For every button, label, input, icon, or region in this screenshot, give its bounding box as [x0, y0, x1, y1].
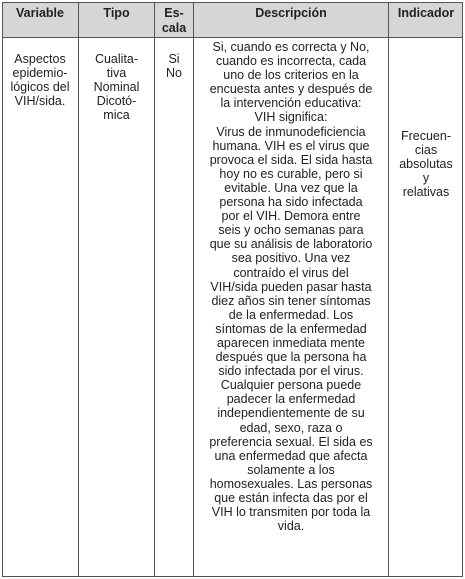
column-divider-3	[193, 2, 194, 577]
cell-tipo: Cualita- tiva Nominal Dicotó- mica	[93, 52, 140, 123]
table-border-top	[2, 2, 463, 3]
header-escala: Es- cala	[161, 6, 187, 35]
header-variable: Variable	[16, 6, 64, 20]
cell-escala: Si No	[166, 52, 182, 81]
header-tipo: Tipo	[103, 6, 130, 20]
table-border-left	[2, 2, 3, 577]
cell-indicador: Frecuen- cias absolutas y relativas	[399, 129, 453, 200]
header-descripcion: Descripción	[255, 6, 327, 20]
header-indicador: Indicador	[397, 6, 455, 20]
column-divider-4	[388, 2, 389, 577]
column-divider-1	[78, 2, 79, 577]
column-divider-2	[154, 2, 155, 577]
cell-descripcion: Si, cuando es correcta y No, cuando es incorrecta, cada uno de los criterios en la encuesta antes y después de la intervención educativa: VIH significa: Virus de inmunodeficiencia humana. VIH es el virus que provoca el sida. El sida hasta hoy no es curable, pero si evitable. Una vez que la persona ha sido infectada por el VIH. Demora entre seis y ocho semanas para que su análisis de laboratorio sea positivo. Una vez contraído el virus del VIH/sida pueden pasar hasta diez años sin tener síntomas de la enfermedad. Los síntomas de la enfermedad aparecen inmediata mente después que la persona ha sido infectada por el virus. Cualquier persona puede padecer la enfermedad independientemente de su edad, sexo, raza o preferencia sexual. El sida es una enfermedad que afecta solamente a los homosexuales. Las personas que están infecta das por el VIH lo transmiten por toda la vida.	[209, 40, 373, 534]
table-border-right	[462, 2, 463, 577]
cell-variable: Aspectos epidemio- lógicos del VIH/sida.	[10, 52, 70, 109]
table-border-bottom	[2, 576, 463, 577]
header-separator	[2, 37, 463, 38]
